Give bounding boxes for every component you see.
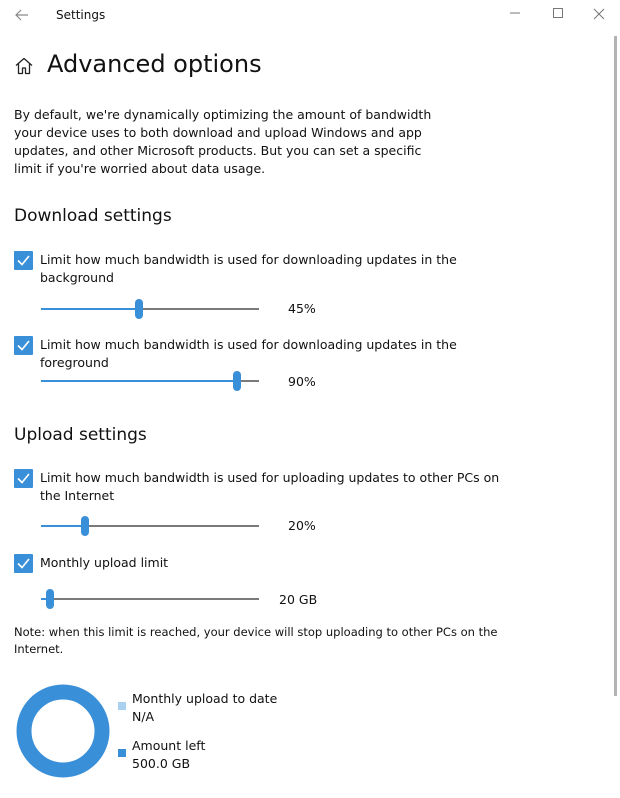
upload-internet-label: Limit how much bandwidth is used for uploading updates to other PCs on the Internet xyxy=(40,470,500,503)
slider-fill xyxy=(41,525,85,527)
amount-left-value: 500.0 GB xyxy=(132,756,191,771)
download-background-value: 45% xyxy=(288,301,316,316)
download-background-label: Limit how much bandwidth is used for downloading updates in the background xyxy=(40,252,457,285)
upload-usage-donut xyxy=(16,684,110,778)
download-foreground-value: 90% xyxy=(288,374,316,389)
close-icon xyxy=(593,8,605,20)
slider-thumb[interactable] xyxy=(135,299,143,319)
minimize-button[interactable] xyxy=(502,4,528,26)
monthly-upload-label: Monthly upload limit xyxy=(40,555,169,570)
back-button[interactable] xyxy=(10,4,34,26)
checkmark-icon xyxy=(16,471,31,486)
slider-thumb[interactable] xyxy=(81,516,89,536)
upload-settings-title: Upload settings xyxy=(14,425,147,445)
upload-to-date-swatch xyxy=(118,702,126,710)
app-title: Settings xyxy=(56,8,106,22)
checkmark-icon xyxy=(16,556,31,571)
monthly-upload-slider[interactable] xyxy=(41,589,259,609)
checkmark-icon xyxy=(16,253,31,268)
close-button[interactable] xyxy=(586,4,612,26)
download-foreground-checkbox[interactable] xyxy=(14,336,33,355)
download-background-checkbox[interactable] xyxy=(14,251,33,270)
download-foreground-slider[interactable] xyxy=(41,371,259,391)
download-foreground-label: Limit how much bandwidth is used for downloading updates in the foreground xyxy=(40,337,457,370)
title-bar xyxy=(0,0,620,30)
home-icon[interactable] xyxy=(14,56,34,76)
maximize-button[interactable] xyxy=(545,4,571,26)
slider-thumb[interactable] xyxy=(46,589,54,609)
monthly-upload-checkbox[interactable] xyxy=(14,554,33,573)
page-title: Advanced options xyxy=(47,50,262,78)
slider-thumb[interactable] xyxy=(233,371,241,391)
download-settings-title: Download settings xyxy=(14,206,172,226)
slider-fill xyxy=(41,380,237,382)
back-arrow-icon xyxy=(15,9,29,21)
slider-track xyxy=(41,598,259,600)
upload-internet-slider[interactable] xyxy=(41,516,259,536)
scrollbar[interactable] xyxy=(614,36,617,696)
monthly-upload-value: 20 GB xyxy=(279,592,318,607)
page-description: By default, we're dynamically optimizing the amount of bandwidth your device uses to both download and upload Windows and app updates, and other Microsoft products. But you can set a specific limit if you're worried about data usage. xyxy=(14,107,432,176)
slider-fill xyxy=(41,308,139,310)
minimize-icon xyxy=(509,7,521,19)
upload-to-date-label: Monthly upload to date xyxy=(132,691,278,706)
amount-left-swatch xyxy=(118,749,126,757)
amount-left-label: Amount left xyxy=(132,738,206,753)
checkmark-icon xyxy=(16,338,31,353)
download-background-slider[interactable] xyxy=(41,299,259,319)
upload-to-date-value: N/A xyxy=(132,709,155,724)
upload-internet-checkbox[interactable] xyxy=(14,469,33,488)
upload-internet-value: 20% xyxy=(288,518,316,533)
upload-limit-note: Note: when this limit is reached, your device will stop uploading to other PCs on the Internet. xyxy=(14,625,498,656)
maximize-icon xyxy=(552,7,564,19)
donut-remaining-ring xyxy=(24,692,102,770)
